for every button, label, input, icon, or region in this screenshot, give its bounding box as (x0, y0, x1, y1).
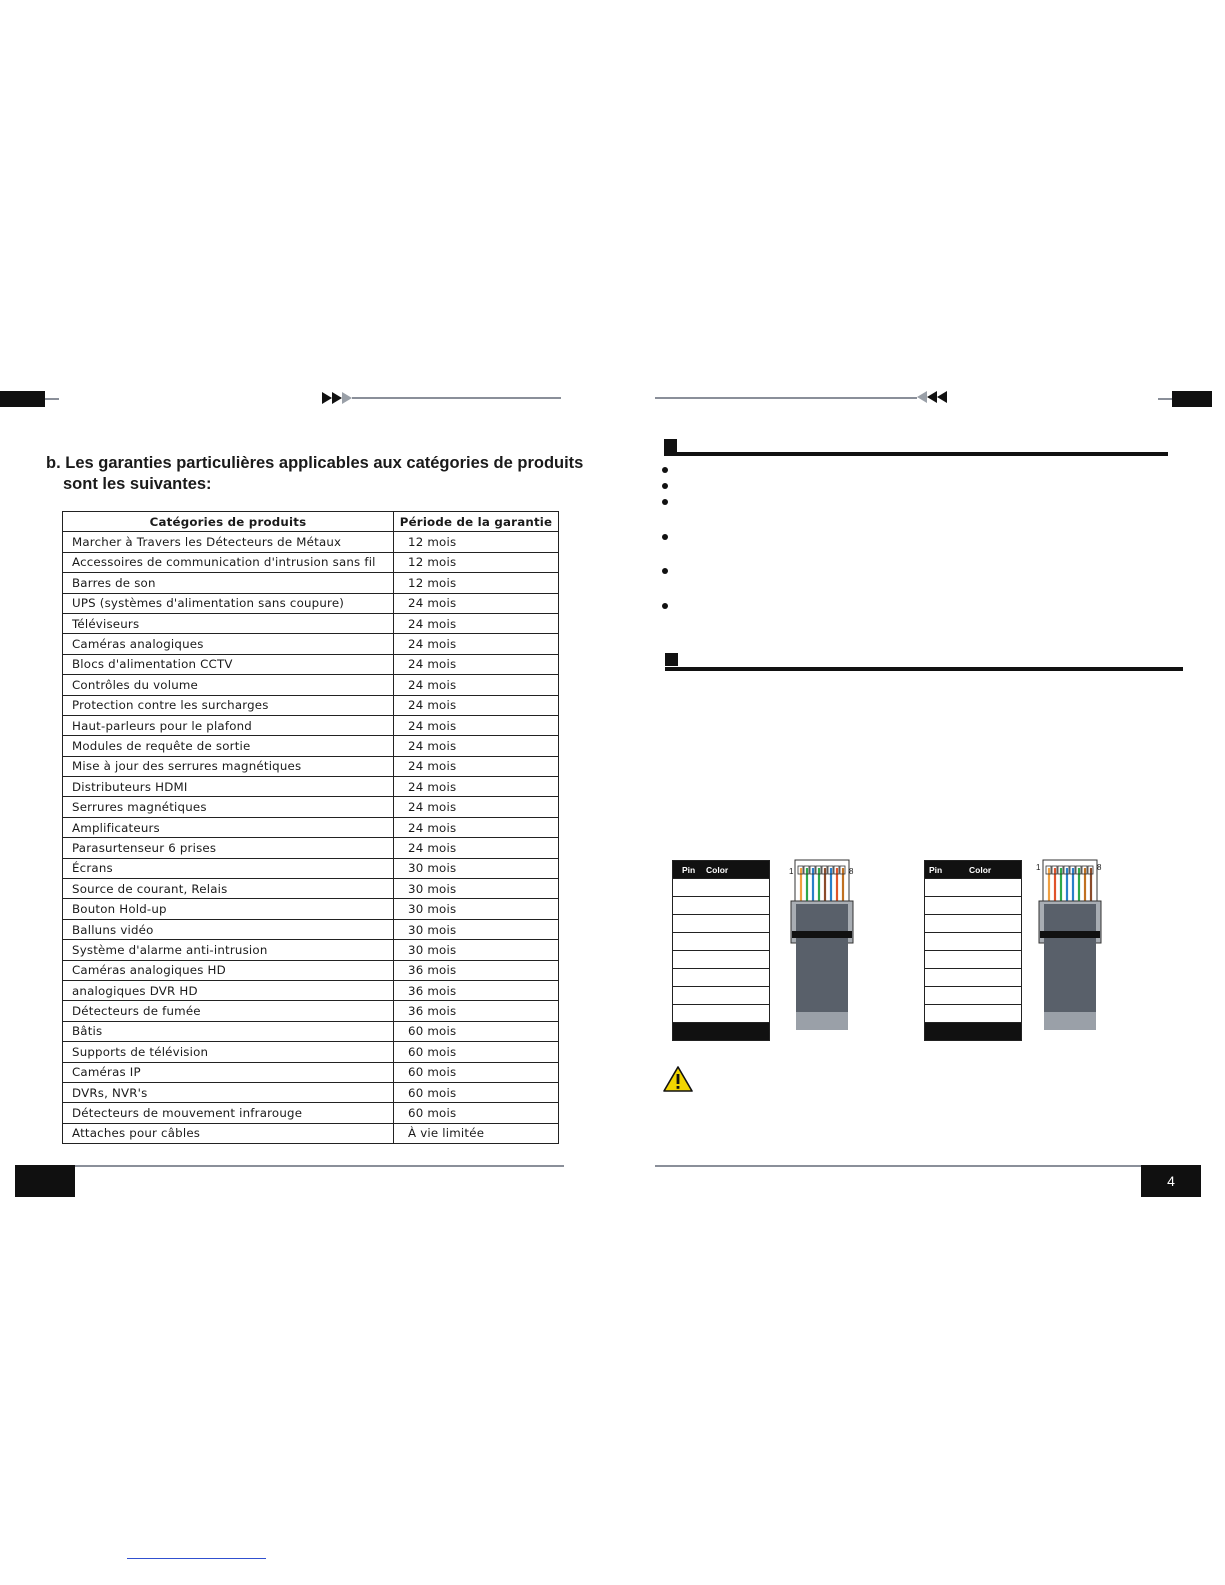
bullet-point (662, 483, 668, 489)
rj45-plug-a-image (790, 858, 854, 1028)
category-cell: Parasurtenseur 6 prises (63, 838, 394, 858)
pin-table-header (673, 861, 769, 878)
table-row (63, 634, 559, 654)
category-cell: Modules de requête de sortie (63, 736, 394, 756)
section-rule (665, 667, 1183, 671)
footer-link-underline (127, 1558, 266, 1559)
table-row (63, 817, 559, 837)
table-row (63, 838, 559, 858)
table-row (63, 797, 559, 817)
table-row (63, 552, 559, 572)
plug-a-pin-one-label: 1 (789, 867, 794, 876)
forward-arrows-icon (322, 392, 352, 404)
bullet-point (662, 568, 668, 574)
category-cell: UPS (systèmes d'alimentation sans coupure) (63, 593, 394, 613)
period-cell: 24 mois (394, 736, 559, 756)
category-cell: Caméras IP (63, 1062, 394, 1082)
category-cell: Source de courant, Relais (63, 879, 394, 899)
left-page-footer-rule (75, 1165, 564, 1167)
section-marker-square (664, 439, 677, 452)
backward-arrows-icon (917, 391, 947, 403)
table-row (63, 1103, 559, 1123)
category-cell: Serrures magnétiques (63, 797, 394, 817)
pin-table-row (673, 986, 769, 1004)
category-cell: Distributeurs HDMI (63, 777, 394, 797)
pin-header-label: Pin (929, 864, 943, 875)
warranty-table (62, 511, 559, 1144)
table-row (63, 613, 559, 633)
bullet-point (662, 467, 668, 473)
period-cell: 30 mois (394, 879, 559, 899)
page-number-badge (1141, 1165, 1201, 1197)
pin-table-row (925, 896, 1021, 914)
period-cell: À vie limitée (394, 1123, 559, 1143)
category-cell: Mise à jour des serrures magnétiques (63, 756, 394, 776)
left-page-tab-rule (45, 398, 59, 400)
period-cell: 30 mois (394, 919, 559, 939)
left-page-tab-top (0, 391, 45, 407)
table-row (63, 777, 559, 797)
category-cell: Écrans (63, 858, 394, 878)
period-cell: 24 mois (394, 838, 559, 858)
period-cell: 30 mois (394, 858, 559, 878)
table-row (63, 1001, 559, 1021)
category-cell: Attaches pour câbles (63, 1123, 394, 1143)
warning-icon (663, 1066, 693, 1092)
period-cell: 30 mois (394, 940, 559, 960)
table-row (63, 532, 559, 552)
right-page-footer-rule (655, 1165, 1141, 1167)
category-cell: Bâtis (63, 1021, 394, 1041)
period-cell: 12 mois (394, 532, 559, 552)
period-cell: 24 mois (394, 593, 559, 613)
pin-table-row (673, 950, 769, 968)
period-cell: 24 mois (394, 756, 559, 776)
bullet-point (662, 603, 668, 609)
period-cell: 24 mois (394, 797, 559, 817)
table-row (63, 980, 559, 1000)
bullet-point (662, 499, 668, 505)
category-cell: Balluns vidéo (63, 919, 394, 939)
pin-table-row (925, 914, 1021, 932)
right-page-tab-top (1172, 391, 1212, 407)
period-cell: 60 mois (394, 1082, 559, 1102)
category-cell: Caméras analogiques HD (63, 960, 394, 980)
section-marker-square (665, 653, 678, 666)
period-cell: 36 mois (394, 980, 559, 1000)
table-row (63, 1082, 559, 1102)
table-row (63, 695, 559, 715)
page-number: 4 (1167, 1173, 1175, 1189)
table-row (63, 1042, 559, 1062)
period-cell: 24 mois (394, 715, 559, 735)
period-cell: 24 mois (394, 675, 559, 695)
category-cell: Blocs d'alimentation CCTV (63, 654, 394, 674)
pin-table-row (925, 950, 1021, 968)
rj45-plug-b-icon (1038, 858, 1102, 1030)
left-page-header-rule (352, 397, 561, 399)
table-row (63, 654, 559, 674)
pin-header-label: Pin (682, 864, 696, 875)
pin-table-footer (673, 1022, 769, 1040)
pin-table-row (673, 1004, 769, 1022)
category-cell: Caméras analogiques (63, 634, 394, 654)
table-row (63, 573, 559, 593)
table-row (63, 675, 559, 695)
pin-table-row (673, 914, 769, 932)
pin-color-table-a (672, 860, 770, 1041)
category-cell: DVRs, NVR's (63, 1082, 394, 1102)
table-row (63, 715, 559, 735)
right-page-tab-rule (1158, 398, 1172, 400)
table-row (63, 960, 559, 980)
period-cell: 36 mois (394, 960, 559, 980)
table-header-period: Période de la garantie (394, 512, 559, 532)
category-cell: Détecteurs de mouvement infrarouge (63, 1103, 394, 1123)
category-cell: Contrôles du volume (63, 675, 394, 695)
category-cell: Bouton Hold-up (63, 899, 394, 919)
pin-table-row (925, 968, 1021, 986)
pin-table-row (673, 932, 769, 950)
period-cell: 30 mois (394, 899, 559, 919)
period-cell: 24 mois (394, 777, 559, 797)
pin-table-row (673, 878, 769, 896)
category-cell: Système d'alarme anti-intrusion (63, 940, 394, 960)
pin-color-table-b (924, 860, 1022, 1041)
category-cell: Protection contre les surcharges (63, 695, 394, 715)
category-cell: Marcher à Travers les Détecteurs de Métaux (63, 532, 394, 552)
rj45-plug-a-icon (790, 858, 854, 1030)
table-row (63, 756, 559, 776)
pin-table-footer (925, 1022, 1021, 1040)
right-page-header-rule (655, 397, 917, 399)
category-cell: Accessoires de communication d'intrusion sans fil (63, 552, 394, 572)
table-row (63, 858, 559, 878)
color-header-label: Color (969, 864, 992, 875)
period-cell: 60 mois (394, 1103, 559, 1123)
period-cell: 36 mois (394, 1001, 559, 1021)
category-cell: Téléviseurs (63, 613, 394, 633)
warranty-table-body (63, 532, 559, 1144)
period-cell: 60 mois (394, 1042, 559, 1062)
period-cell: 60 mois (394, 1021, 559, 1041)
category-cell: Barres de son (63, 573, 394, 593)
period-cell: 24 mois (394, 654, 559, 674)
plug-b-pin-one-label: 1 (1036, 863, 1041, 872)
category-cell: Supports de télévision (63, 1042, 394, 1062)
table-row (63, 940, 559, 960)
table-header-category: Catégories de produits (63, 512, 394, 532)
category-cell: Haut-parleurs pour le plafond (63, 715, 394, 735)
pin-table-row (925, 878, 1021, 896)
warranty-heading (46, 453, 586, 495)
table-row (63, 1123, 559, 1143)
pin-table-row (925, 932, 1021, 950)
plug-a-pin-eight-label: 8 (849, 867, 854, 876)
category-cell: Amplificateurs (63, 817, 394, 837)
color-header-label: Color (706, 864, 729, 875)
table-row (63, 899, 559, 919)
period-cell: 12 mois (394, 573, 559, 593)
table-header-row (63, 512, 559, 532)
bullet-point (662, 534, 668, 540)
table-row (63, 879, 559, 899)
period-cell: 24 mois (394, 634, 559, 654)
pin-table-row (925, 986, 1021, 1004)
table-row (63, 919, 559, 939)
pin-table-row (673, 896, 769, 914)
left-page-footer-tab (15, 1165, 75, 1197)
section-rule (664, 452, 1168, 456)
period-cell: 24 mois (394, 695, 559, 715)
category-cell: analogiques DVR HD (63, 980, 394, 1000)
plug-b-pin-eight-label: 8 (1097, 863, 1102, 872)
rj45-plug-b-image (1038, 858, 1102, 1028)
pin-table-row (673, 968, 769, 986)
table-row (63, 1021, 559, 1041)
period-cell: 24 mois (394, 613, 559, 633)
pin-table-row (925, 1004, 1021, 1022)
period-cell: 12 mois (394, 552, 559, 572)
pin-table-header (925, 861, 1021, 878)
category-cell: Détecteurs de fumée (63, 1001, 394, 1021)
period-cell: 24 mois (394, 817, 559, 837)
table-row (63, 1062, 559, 1082)
table-row (63, 593, 559, 613)
warranty-heading-line2: sont les suivantes: (63, 475, 212, 493)
warranty-heading-line1: b. Les garanties particulières applicables aux catégories de produits (46, 454, 584, 472)
table-row (63, 736, 559, 756)
period-cell: 60 mois (394, 1062, 559, 1082)
